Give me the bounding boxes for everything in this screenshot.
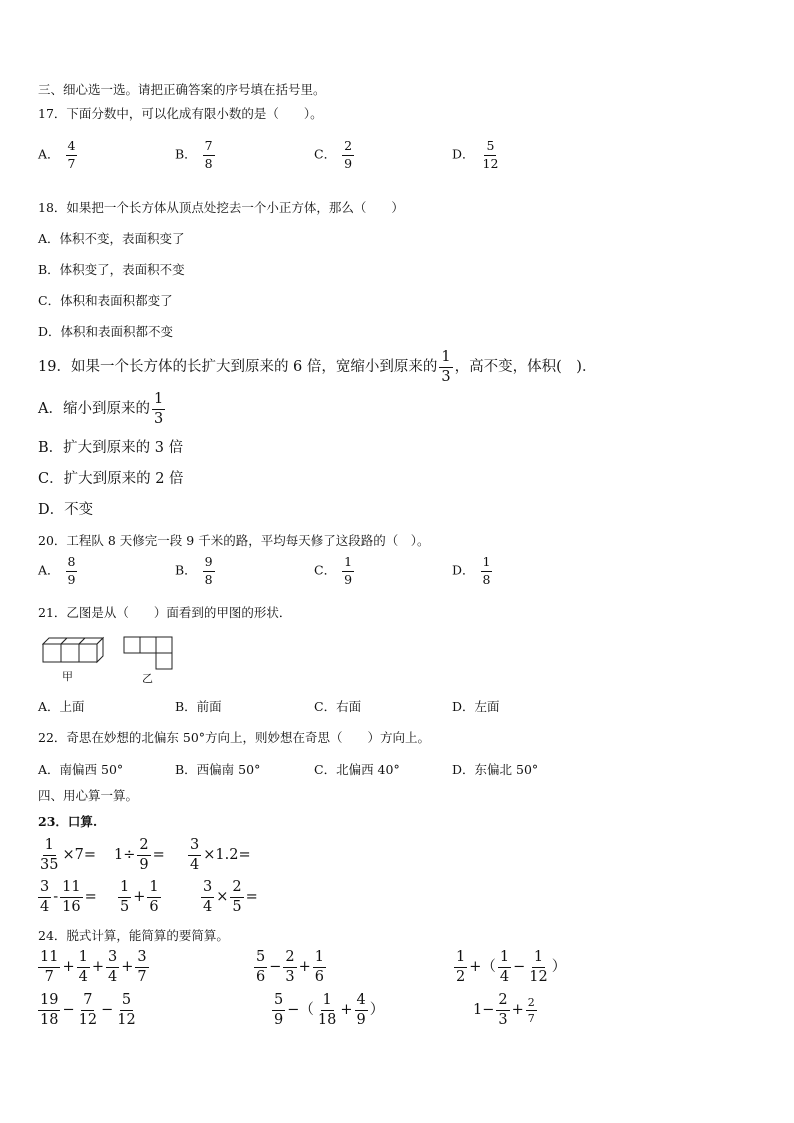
option-label: A．	[38, 562, 60, 578]
numerator: 2	[283, 950, 296, 968]
numerator: 3	[106, 950, 119, 968]
numerator: 1	[439, 350, 452, 368]
denominator: 4	[40, 898, 50, 915]
q19-option-b[interactable]: B．扩大到原来的 3 倍	[38, 440, 184, 456]
q24-expr-4	[36, 993, 140, 1027]
denominator: 9	[139, 856, 149, 873]
fraction	[254, 950, 267, 984]
fraction	[38, 880, 51, 914]
numerator: 4	[355, 993, 368, 1011]
fraction	[498, 950, 511, 984]
operator: ×	[216, 889, 229, 905]
operator: +（	[469, 959, 496, 975]
fraction	[106, 950, 119, 984]
option-label: B．	[175, 562, 197, 578]
q24-expr-3	[452, 950, 566, 984]
denominator: 9	[344, 155, 353, 171]
numerator: 3	[38, 880, 51, 898]
numerator: 2	[342, 140, 354, 156]
fraction	[355, 993, 368, 1027]
numerator: 5	[484, 140, 496, 156]
fraction	[135, 950, 148, 984]
denominator: 16	[62, 898, 81, 915]
fraction	[115, 993, 137, 1027]
close-paren: ）	[551, 959, 567, 975]
q23-stem: 23．口算.	[38, 814, 98, 829]
numerator: 4	[66, 140, 78, 156]
q18-option-d[interactable]: D．体积和表面积都不变	[38, 324, 174, 339]
fraction	[481, 556, 493, 586]
q17-option-c[interactable]	[314, 140, 356, 170]
fraction	[313, 950, 326, 984]
denominator: 4	[499, 968, 510, 985]
denominator: 3	[153, 410, 164, 427]
denominator: 4	[203, 898, 213, 915]
fraction	[38, 993, 60, 1027]
denominator: 4	[108, 968, 118, 985]
numerator: 11	[60, 880, 82, 898]
q23-expr-1	[36, 838, 96, 872]
figure-jia-label: 甲	[62, 670, 73, 683]
option-text: A．缩小到原来的	[38, 401, 150, 417]
fraction	[188, 838, 201, 872]
figure-yi-view	[123, 636, 175, 672]
numerator: 1	[77, 950, 90, 968]
q21-stem: 21．乙图是从（ ）面看到的甲图的形状．	[38, 605, 292, 620]
expr-tail: ×1.2=	[203, 847, 251, 863]
numerator: 1	[43, 838, 56, 856]
option-label: C．	[314, 562, 337, 578]
q23-expr-3	[186, 838, 251, 872]
operator: −	[513, 959, 526, 975]
expr-tail: ×7=	[62, 847, 96, 863]
denominator: 3	[285, 968, 295, 985]
numerator: 9	[203, 556, 215, 572]
close-paren: ）	[369, 1002, 385, 1018]
q19-stem-part1: 19．如果一个长方体的长扩大到原来的 6 倍，宽缩小到原来的	[38, 359, 438, 375]
q18-option-b[interactable]: B．体积变了，表面积不变	[38, 262, 185, 277]
q23-expr-5	[116, 880, 163, 914]
denominator: 8	[204, 155, 213, 171]
denominator: 12	[482, 155, 499, 171]
q22-option-c[interactable]: C．北偏西 40°	[314, 762, 400, 777]
numerator: 19	[38, 993, 60, 1011]
numerator: 3	[201, 880, 214, 898]
denominator: 3	[498, 1011, 508, 1028]
denominator: 35	[40, 856, 59, 873]
numerator: 2	[137, 838, 150, 856]
numerator: 1	[313, 950, 326, 968]
q19-option-a[interactable]	[38, 392, 167, 426]
q22-option-b[interactable]: B．西偏南 50°	[175, 762, 261, 777]
numerator: 3	[135, 950, 148, 968]
operator: +	[133, 889, 146, 905]
numerator: 11	[38, 950, 60, 968]
q18-stem: 18．如果把一个长方体从顶点处挖去一个小正方体，那么（ ）	[38, 200, 404, 215]
q23-expr-6	[199, 880, 258, 914]
q18-option-c[interactable]: C．体积和表面积都变了	[38, 293, 173, 308]
numerator: 5	[272, 993, 285, 1011]
expr-tail: =	[84, 889, 97, 905]
denominator: 4	[78, 968, 88, 985]
numerator: 1	[342, 556, 354, 572]
fraction	[66, 556, 78, 586]
numerator: 2	[527, 995, 535, 1009]
fraction	[316, 993, 338, 1027]
denominator: 6	[149, 898, 159, 915]
fraction	[526, 997, 537, 1024]
numerator: 1	[498, 950, 511, 968]
q19-stem-part2: ，高不变，体积( )．	[454, 359, 597, 375]
operator: +	[121, 959, 134, 975]
section-4-title: 四、用心算一算。	[38, 788, 139, 803]
q17-stem: 17．下面分数中，可以化成有限小数的是（ ）。	[38, 106, 323, 121]
operator: −	[269, 959, 282, 975]
fraction	[527, 950, 549, 984]
numerator: 1	[481, 556, 493, 572]
expr-head: 1−	[473, 1002, 495, 1018]
q20-stem: 20．工程队 8 天修完一段 9 千米的路，平均每天修了这段路的（ ）。	[38, 533, 430, 548]
numerator: 1	[152, 392, 165, 410]
denominator: 8	[204, 571, 213, 587]
q19-option-c[interactable]: C．扩大到原来的 2 倍	[38, 471, 184, 487]
operator: −	[62, 1002, 75, 1018]
fraction	[137, 838, 150, 872]
denominator: 2	[456, 968, 466, 985]
denominator: 9	[67, 571, 76, 587]
q17-option-a[interactable]	[38, 140, 79, 170]
q17-option-d[interactable]	[452, 140, 502, 170]
fraction	[203, 140, 215, 170]
numerator: 1	[147, 880, 160, 898]
option-label: D．	[452, 562, 475, 578]
denominator: 3	[441, 368, 451, 385]
q17-option-b[interactable]	[175, 140, 217, 170]
numerator: 3	[188, 838, 201, 856]
expr-tail: =	[152, 847, 165, 863]
denominator: 7	[527, 1011, 535, 1025]
q19-option-d[interactable]: D．不变	[38, 502, 94, 518]
denominator: 12	[117, 1011, 136, 1028]
fraction	[66, 140, 78, 170]
numerator: 1	[454, 950, 467, 968]
numerator: 1	[321, 993, 334, 1011]
fraction	[77, 950, 90, 984]
fraction	[60, 880, 82, 914]
denominator: 5	[120, 898, 130, 915]
numerator: 2	[496, 993, 509, 1011]
operator: +	[298, 959, 311, 975]
q24-stem: 24．脱式计算，能简算的要简算。	[38, 928, 229, 943]
fraction	[147, 880, 160, 914]
fraction	[38, 950, 60, 984]
fraction	[283, 950, 296, 984]
operator: -	[53, 889, 59, 905]
operator: −	[101, 1002, 114, 1018]
operator: +	[91, 959, 104, 975]
q24-expr-6	[473, 993, 539, 1027]
denominator: 18	[317, 1011, 337, 1028]
q22-option-d[interactable]: D．东偏北 50°	[452, 762, 539, 777]
denominator: 6	[256, 968, 266, 985]
numerator: 8	[66, 556, 78, 572]
option-label: B．	[175, 146, 197, 162]
fraction	[203, 556, 215, 586]
q20-option-a[interactable]	[38, 556, 79, 586]
operator: +	[340, 1002, 353, 1018]
numerator: 5	[120, 993, 133, 1011]
operator: +	[511, 1002, 524, 1018]
denominator: 9	[274, 1011, 284, 1028]
fraction	[152, 392, 165, 426]
q24-expr-5	[270, 993, 384, 1027]
q19-stem	[38, 350, 596, 384]
q21-option-a[interactable]: A．上面	[38, 699, 85, 714]
option-label: C．	[314, 146, 337, 162]
q18-option-a[interactable]: A．体积不变，表面积变了	[38, 231, 185, 246]
figure-jia-cubes	[42, 636, 104, 664]
numerator: 5	[254, 950, 267, 968]
denominator: 18	[40, 1011, 59, 1028]
numerator: 7	[81, 993, 94, 1011]
q20-option-d[interactable]	[452, 556, 494, 586]
denominator: 6	[314, 968, 325, 985]
q20-option-c[interactable]	[314, 556, 356, 586]
fraction	[342, 140, 354, 170]
fraction	[38, 838, 60, 872]
q20-option-b[interactable]	[175, 556, 217, 586]
option-label: A．	[38, 146, 60, 162]
fraction	[454, 950, 467, 984]
denominator: 9	[344, 571, 353, 587]
expr-head: 1÷	[114, 847, 136, 863]
fraction	[496, 993, 509, 1027]
numerator: 7	[203, 140, 215, 156]
numerator: 1	[532, 950, 545, 968]
fraction	[77, 993, 99, 1027]
q21-option-b[interactable]: B．前面	[175, 699, 222, 714]
fraction	[230, 880, 243, 914]
q22-option-a[interactable]: A．南偏西 50°	[38, 762, 124, 777]
fraction	[481, 140, 501, 170]
numerator: 2	[230, 880, 243, 898]
fraction	[342, 556, 354, 586]
fraction	[439, 350, 452, 384]
denominator: 7	[67, 155, 76, 171]
denominator: 8	[482, 571, 491, 587]
numerator: 1	[118, 880, 131, 898]
fraction	[201, 880, 214, 914]
expr-tail: =	[245, 889, 258, 905]
denominator: 5	[232, 898, 242, 915]
figure-yi-label: 乙	[142, 672, 153, 685]
denominator: 12	[529, 968, 548, 985]
operator: +	[62, 959, 75, 975]
option-label: D．	[452, 146, 475, 162]
denominator: 7	[44, 968, 54, 985]
q24-expr-1	[36, 950, 151, 984]
denominator: 9	[356, 1011, 366, 1028]
denominator: 4	[190, 856, 200, 873]
q23-expr-2	[114, 838, 165, 872]
q21-option-c[interactable]: C．右面	[314, 699, 362, 714]
section-3-title: 三、细心选一选。请把正确答案的序号填在括号里。	[38, 82, 326, 97]
q23-expr-4	[36, 880, 97, 914]
fraction	[272, 993, 285, 1027]
denominator: 7	[137, 968, 147, 985]
fraction	[118, 880, 131, 914]
q22-stem: 22．奇思在妙想的北偏东 50°方向上，则妙想在奇思（ ）方向上。	[38, 730, 431, 745]
q24-expr-2	[252, 950, 328, 984]
q21-option-d[interactable]: D．左面	[452, 699, 500, 714]
denominator: 12	[78, 1011, 98, 1028]
operator: −（	[287, 1002, 314, 1018]
